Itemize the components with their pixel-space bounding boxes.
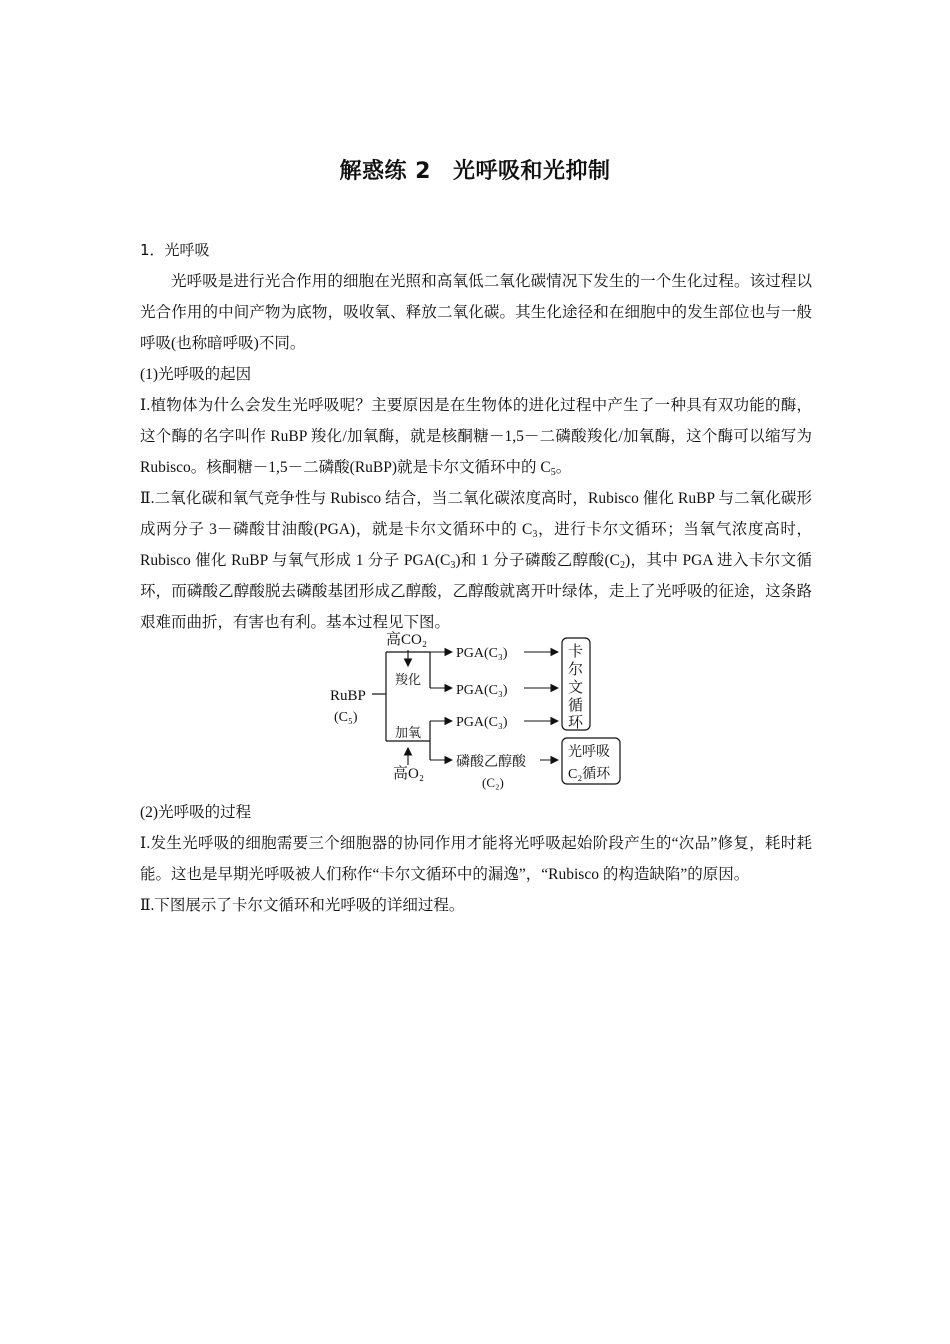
process-paragraph-i: Ⅰ.发生光呼吸的细胞需要三个细胞器的协同作用才能将光呼吸起始阶段产生的“次品”修复，耗时耗能。这也是早期光呼吸被人们称作“卡尔文循环中的漏逸”，“Rubisco 的构造缺陷”的原因。 <box>140 835 812 883</box>
calvin-char-2: 尔 <box>568 662 584 678</box>
oxygenation-label: 加氧 <box>395 725 422 740</box>
pga1-label: PGA(C₃) <box>456 646 508 661</box>
calvin-char-4: 循 <box>568 698 584 714</box>
photorespiration-diagram <box>322 626 628 796</box>
high-co2-label: 高CO₂ <box>386 632 428 648</box>
calvin-char-5: 环 <box>568 715 584 731</box>
section-process <box>140 797 812 921</box>
c2-cycle-label: C₂循环 <box>568 767 611 782</box>
intro-paragraph: 光呼吸是进行光合作用的细胞在光照和高氧低二氧化碳情况下发生的一个生化过程。该过程以光合作用的中间产物为底物，吸收氧、释放二氧化碳。其生化途径和在细胞中的发生部位也与一般呼吸(也称暗呼吸)不同。 <box>140 273 812 352</box>
phosphoglycolate-label: 磷酸乙醇酸 <box>456 755 526 770</box>
title-prefix: 解惑练 2 <box>339 159 431 184</box>
pga2-label: PGA(C₃) <box>456 683 508 698</box>
page-title <box>0 154 950 185</box>
cause-paragraph-ii: Ⅱ.二氧化碳和氧气竞争性与 Rubisco 结合，当二氧化碳浓度高时，Rubisco 催化 RuBP 与二氧化碳形成两分子 3－磷酸甘油酸(PGA)，就是卡尔文循环中的 $C_3$，进行卡尔文循环；当氧气浓度高时，Rubisco 催化 RuBP 与氧气形成 1 分子 $PGA(C_3)$和 1 分子磷酸乙醇酸$(C_2)$，其中 PGA 进入卡尔文循环，而磷酸乙醇酸脱去磷酸基团形成乙醇酸，乙醇酸就离开叶绿体，走上了光呼吸的征途，这条路艰难而曲折，有害也有利。基本过程见下图。 <box>140 490 812 631</box>
rubp-label: RuBP <box>330 688 366 704</box>
phosphoglycolate-sub-label: (C₂) <box>482 775 504 790</box>
section-heading: 1．光呼吸 <box>140 241 210 259</box>
process-paragraph-ii: Ⅱ.下图展示了卡尔文循环和光呼吸的详细过程。 <box>140 897 465 914</box>
high-o2-label: 高O₂ <box>393 766 425 782</box>
cause-heading: (1)光呼吸的起因 <box>140 366 252 383</box>
calvin-char-3: 文 <box>568 680 584 696</box>
carboxylation-label: 羧化 <box>395 672 422 687</box>
cause-paragraph-i: Ⅰ.植物体为什么会发生光呼吸呢？主要原因是在生物体的进化过程中产生了一种具有双功能的酶，这个酶的名字叫作 RuBP 羧化/加氧酶，就是核酮糖－1,5－二磷酸羧化/加氧酶，这个酶可以缩写为 Rubisco。核酮糖－1,5－二磷酸(RuBP)就是卡尔文循环中的 $C_5$。 <box>140 397 812 478</box>
photorespiration-label: 光呼吸 <box>568 745 610 760</box>
calvin-char-1: 卡 <box>568 644 584 660</box>
section-photorespiration <box>140 235 812 638</box>
pga3-label: PGA(C₃) <box>456 715 508 730</box>
process-heading: (2)光呼吸的过程 <box>140 804 252 821</box>
title-main: 光呼吸和光抑制 <box>452 159 611 184</box>
rubp-sub-label: (C₅) <box>334 710 358 725</box>
